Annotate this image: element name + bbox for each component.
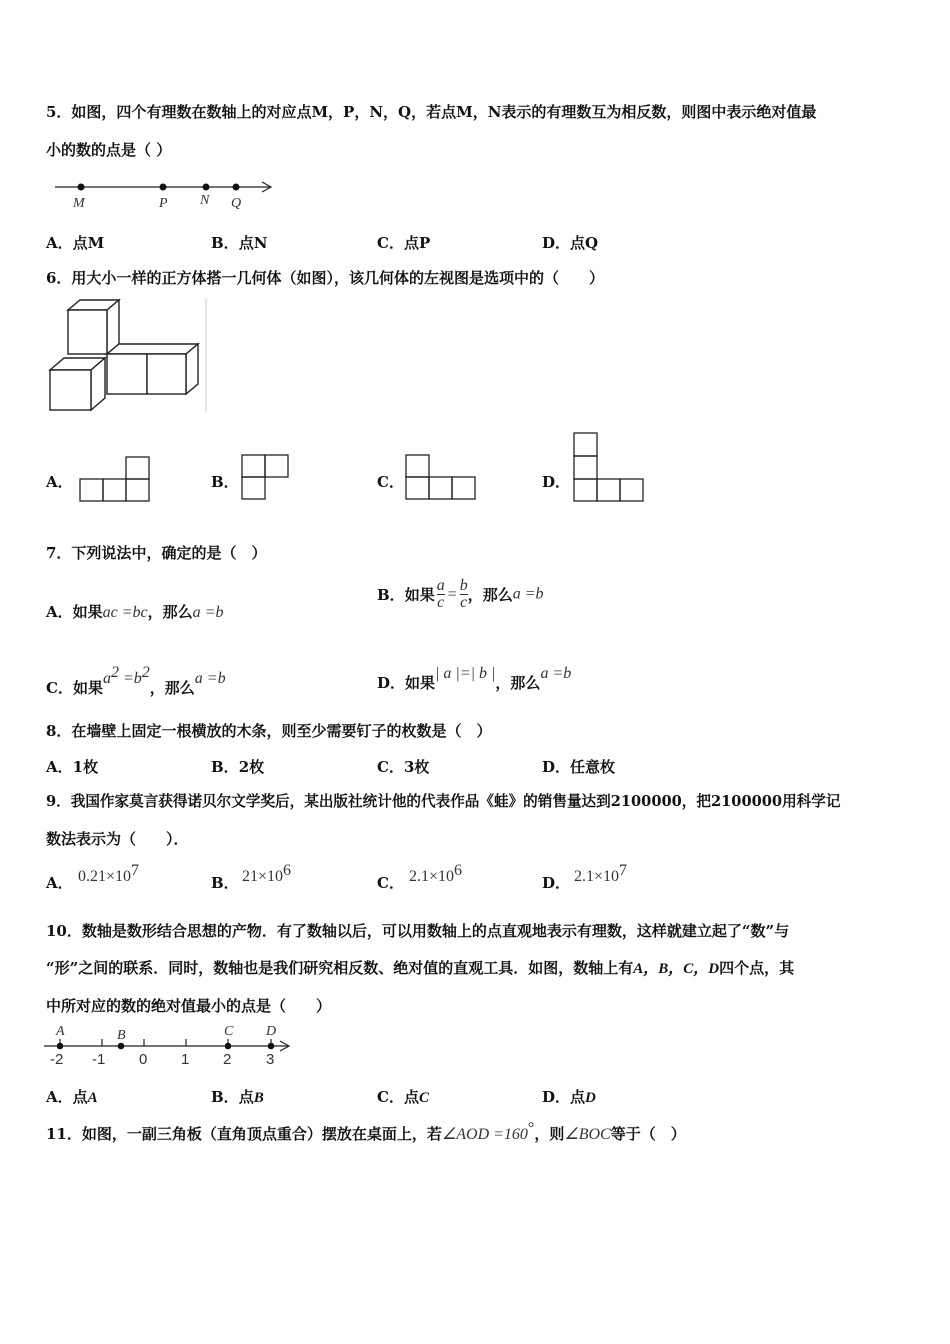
- q5-option-c[interactable]: C．点P: [377, 234, 431, 252]
- q10-label-b: B: [117, 1028, 126, 1043]
- q8-option-b[interactable]: B．2枚: [211, 758, 265, 776]
- q6-option-d-letter[interactable]: D．: [542, 473, 571, 491]
- q10-tick-3: 3: [266, 1051, 275, 1068]
- q10-option-a[interactable]: A．点A: [46, 1088, 98, 1106]
- q10-point-c: [225, 1043, 232, 1050]
- q10-tick-1: 1: [181, 1051, 190, 1068]
- q10-point-a: [57, 1043, 64, 1050]
- q9-text-line2: 数法表示为（ ）．: [46, 830, 189, 848]
- q8-option-d[interactable]: D．任意枚: [542, 758, 616, 776]
- q8-option-a[interactable]: A．1枚: [46, 758, 99, 776]
- q9-option-a-value: $0.21\times 10^7$: [78, 862, 140, 885]
- q7-option-d[interactable]: D．如果| a |=| b |，那么a =b: [377, 665, 572, 692]
- q8-text: 8．在墙壁上固定一根横放的木条，则至少需要钉子的枚数是（ ）: [46, 722, 492, 740]
- q10-tick-neg1: -1: [92, 1051, 106, 1068]
- q7-text: 7．下列说法中，确定的是（ ）: [46, 544, 267, 562]
- q9-text-line1: 9．我国作家莫言获得诺贝尔文学奖后，某出版社统计他的代表作品《蛙》的销售量达到2100000，把2100000用科学记: [46, 793, 841, 810]
- q5-point-m: [78, 184, 85, 191]
- q10-tick-neg2: -2: [50, 1051, 64, 1068]
- q5-label-p: P: [159, 196, 168, 211]
- q9-option-b-value: $21\times 10^6$: [242, 862, 292, 885]
- q6-option-c-letter[interactable]: C．: [377, 473, 404, 491]
- q10-number-line: [44, 1020, 299, 1070]
- q6-option-a-letter[interactable]: A．: [46, 473, 73, 491]
- q8-option-c[interactable]: C．3枚: [377, 758, 430, 776]
- q5-option-b[interactable]: B．点N: [211, 234, 268, 252]
- q5-option-a[interactable]: A．点M: [46, 234, 105, 252]
- q10-text-line2: “形”之间的联系．同时，数轴也是我们研究相反数、绝对值的直观工具．如图，数轴上有A，B，C，D四个点，其: [46, 959, 795, 977]
- q10-label-a: A: [56, 1024, 65, 1039]
- q10-label-c: C: [224, 1024, 234, 1039]
- q5-text-line2: 小的数的点是（ ）: [46, 141, 172, 159]
- q5-point-p: [160, 184, 167, 191]
- q9-option-a[interactable]: A．: [46, 874, 73, 892]
- q9-option-d-value: $2.1\times 10^7$: [574, 862, 628, 885]
- q7-option-a[interactable]: A．如果ac =bc，那么a =b: [46, 603, 224, 621]
- q9-option-c[interactable]: C．: [377, 874, 404, 892]
- q6-option-a-figure[interactable]: [78, 455, 153, 505]
- q10-option-b[interactable]: B．点B: [211, 1088, 264, 1106]
- q5-label-n: N: [200, 193, 210, 208]
- q6-option-b-figure[interactable]: [240, 453, 295, 505]
- q10-point-d: [268, 1043, 275, 1050]
- q5-text-line1: 5．如图，四个有理数在数轴上的对应点M，P，N，Q，若点M，N表示的有理数互为相反数，则图中表示绝对值最: [46, 103, 817, 121]
- q5-point-n: [203, 184, 210, 191]
- q9-option-d[interactable]: D．: [542, 874, 571, 892]
- q10-tick-2: 2: [223, 1051, 232, 1068]
- q10-point-b: [118, 1043, 125, 1050]
- q6-option-d-figure[interactable]: [572, 431, 650, 507]
- q5-number-line: [55, 176, 285, 216]
- q9-option-b[interactable]: B．: [211, 874, 239, 892]
- q7-option-b[interactable]: B．如果 $\frac{a}{c}$ = $\frac{b}{c}$ ，那么a =b: [377, 577, 544, 611]
- q6-solid-figure: [46, 298, 211, 416]
- q9-option-c-value: $2.1\times 10^6$: [409, 862, 463, 885]
- q6-text: 6．用大小一样的正方体搭一几何体（如图），该几何体的左视图是选项中的（ ）: [46, 269, 604, 287]
- q10-option-c[interactable]: C．点C: [377, 1088, 429, 1106]
- q6-option-b-letter[interactable]: B．: [211, 473, 239, 491]
- q7-option-c[interactable]: C．如果$a^2 =b^2$，那么a =b: [46, 664, 226, 697]
- q6-option-c-figure[interactable]: [404, 453, 482, 505]
- q5-option-d[interactable]: D．点Q: [542, 234, 599, 252]
- q10-option-d[interactable]: D．点D: [542, 1088, 596, 1106]
- q10-tick-0: 0: [139, 1051, 148, 1068]
- q10-text-line3: 中所对应的数的绝对值最小的点是（ ）: [46, 997, 332, 1015]
- q11-text: 11．如图，一副三角板（直角顶点重合）摆放在桌面上，若∠AOD =160°，则∠BOC等于（ ）: [46, 1120, 686, 1143]
- q5-label-q: Q: [231, 196, 242, 211]
- q5-label-m: M: [73, 196, 85, 211]
- q5-point-q: [233, 184, 240, 191]
- q10-label-d: D: [266, 1024, 277, 1039]
- q10-text-line1: 10．数轴是数形结合思想的产物．有了数轴以后，可以用数轴上的点直观地表示有理数，这样就建立起了“数”与: [46, 922, 790, 940]
